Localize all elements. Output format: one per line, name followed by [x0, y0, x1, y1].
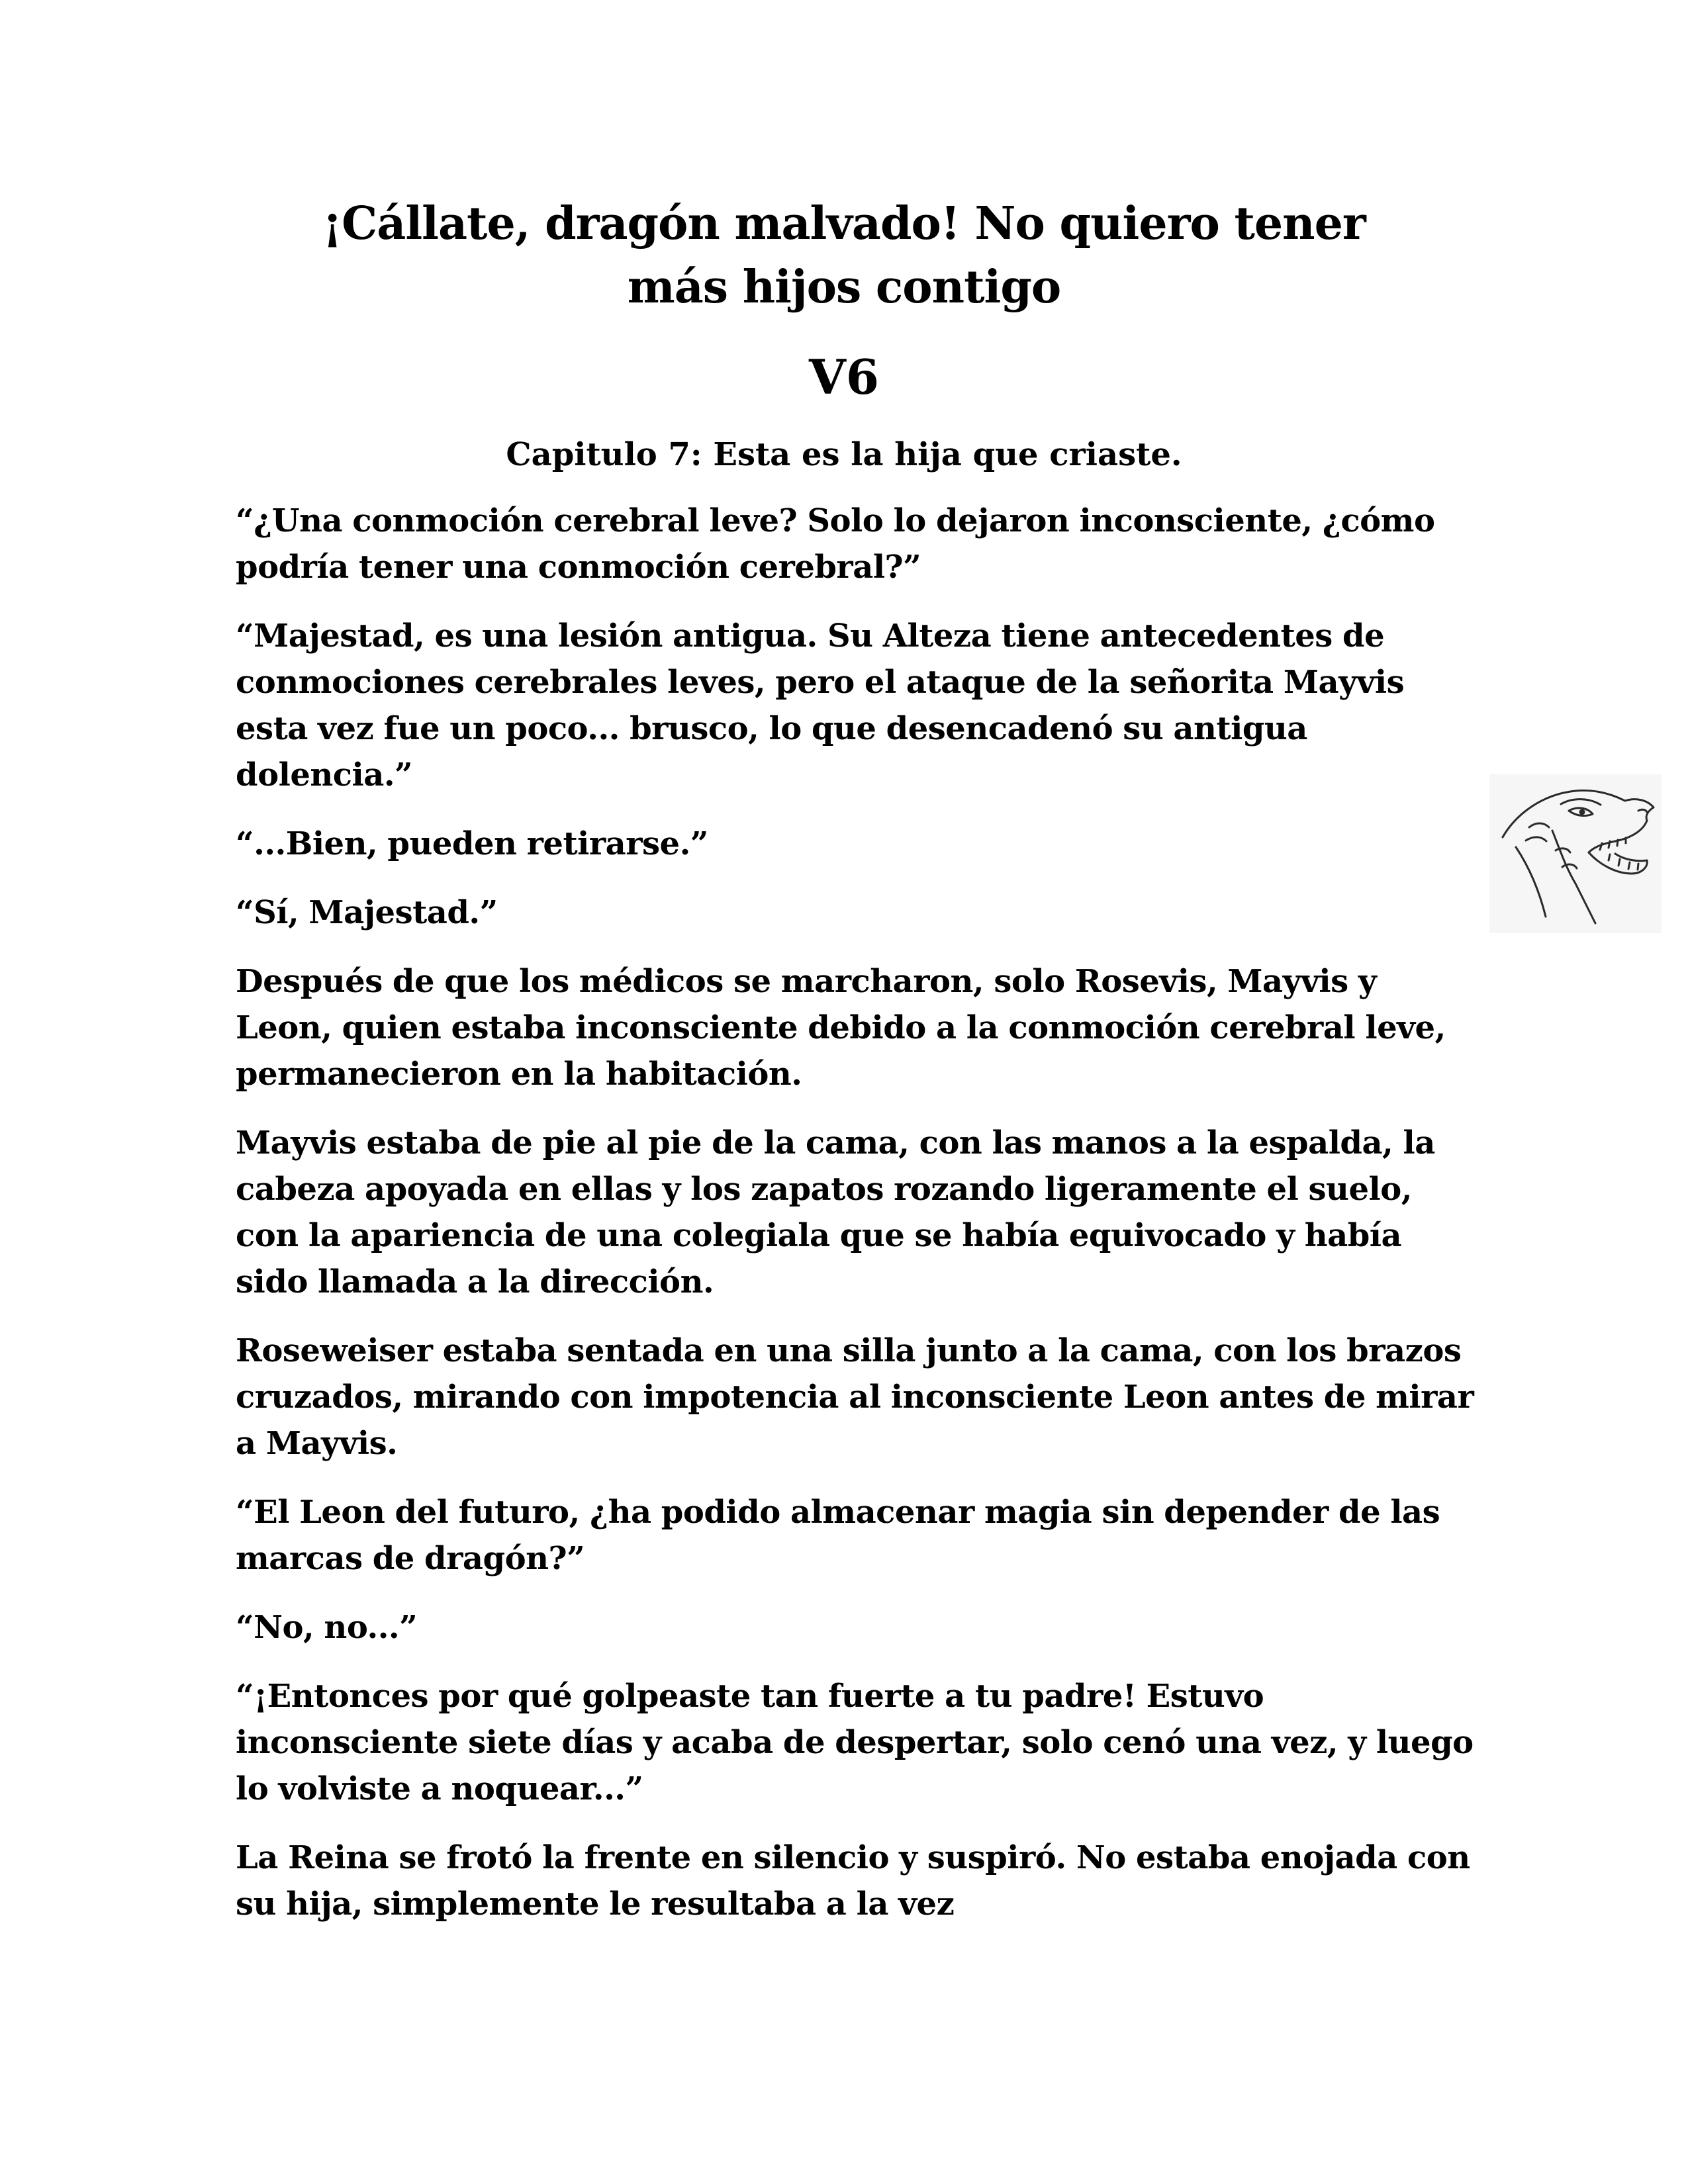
paragraph: “Sí, Majestad.”: [236, 894, 498, 931]
paragraph: “¡Entonces por qué golpeaste tan fuerte a tu padre! Estuvo inconsciente siete días y acaba de despertar, solo cenó una vez, y luego lo volviste a noquear...”: [236, 1678, 1474, 1807]
paragraph: “No, no...”: [236, 1609, 418, 1646]
title-line-2: más hijos contigo: [627, 261, 1061, 314]
paragraph: Después de que los médicos se marcharon, solo Rosevis, Mayvis y Leon, quien estaba inconsciente debido a la conmoción cerebral leve, permanecieron en la habitación.: [236, 963, 1446, 1093]
title-line-1: ¡Cállate, dragón malvado! No quiero tener: [322, 197, 1366, 250]
paragraph: “¿Una conmoción cerebral leve? Solo lo dejaron inconsciente, ¿cómo podría tener una conmoción cerebral?”: [236, 502, 1435, 586]
chapter-heading: Capitulo 7: Esta es la hija que criaste.: [506, 436, 1182, 473]
paragraph: Mayvis estaba de pie al pie de la cama, con las manos a la espalda, la cabeza apoyada en ellas y los zapatos rozando ligeramente el suelo, con la apariencia de una colegiala que se había equivocado y había sido llamada a la dirección.: [236, 1124, 1435, 1300]
paragraph: “El Leon del futuro, ¿ha podido almacenar magia sin depender de las marcas de dragón?”: [236, 1494, 1440, 1577]
paragraph: “...Bien, pueden retirarse.”: [236, 825, 708, 862]
volume-label: V6: [809, 349, 879, 405]
dragon-head-sketch-icon: [1489, 774, 1662, 933]
paragraph: “Majestad, es una lesión antigua. Su Alteza tiene antecedentes de conmociones cerebrales leves, pero el ataque de la señorita Mayvis esta vez fue un poco... brusco, lo que desencadenó su antigua dolencia.”: [236, 617, 1405, 794]
paragraph: La Reina se frotó la frente en silencio y suspiró. No estaba enojada con su hija, simplemente le resultaba a la vez: [236, 1839, 1470, 1923]
document-title: [199, 192, 1489, 319]
paragraph: Roseweiser estaba sentada en una silla junto a la cama, con los brazos cruzados, mirando con impotencia al inconsciente Leon antes de mirar a Mayvis.: [236, 1332, 1474, 1462]
body-text: [236, 498, 1480, 1950]
